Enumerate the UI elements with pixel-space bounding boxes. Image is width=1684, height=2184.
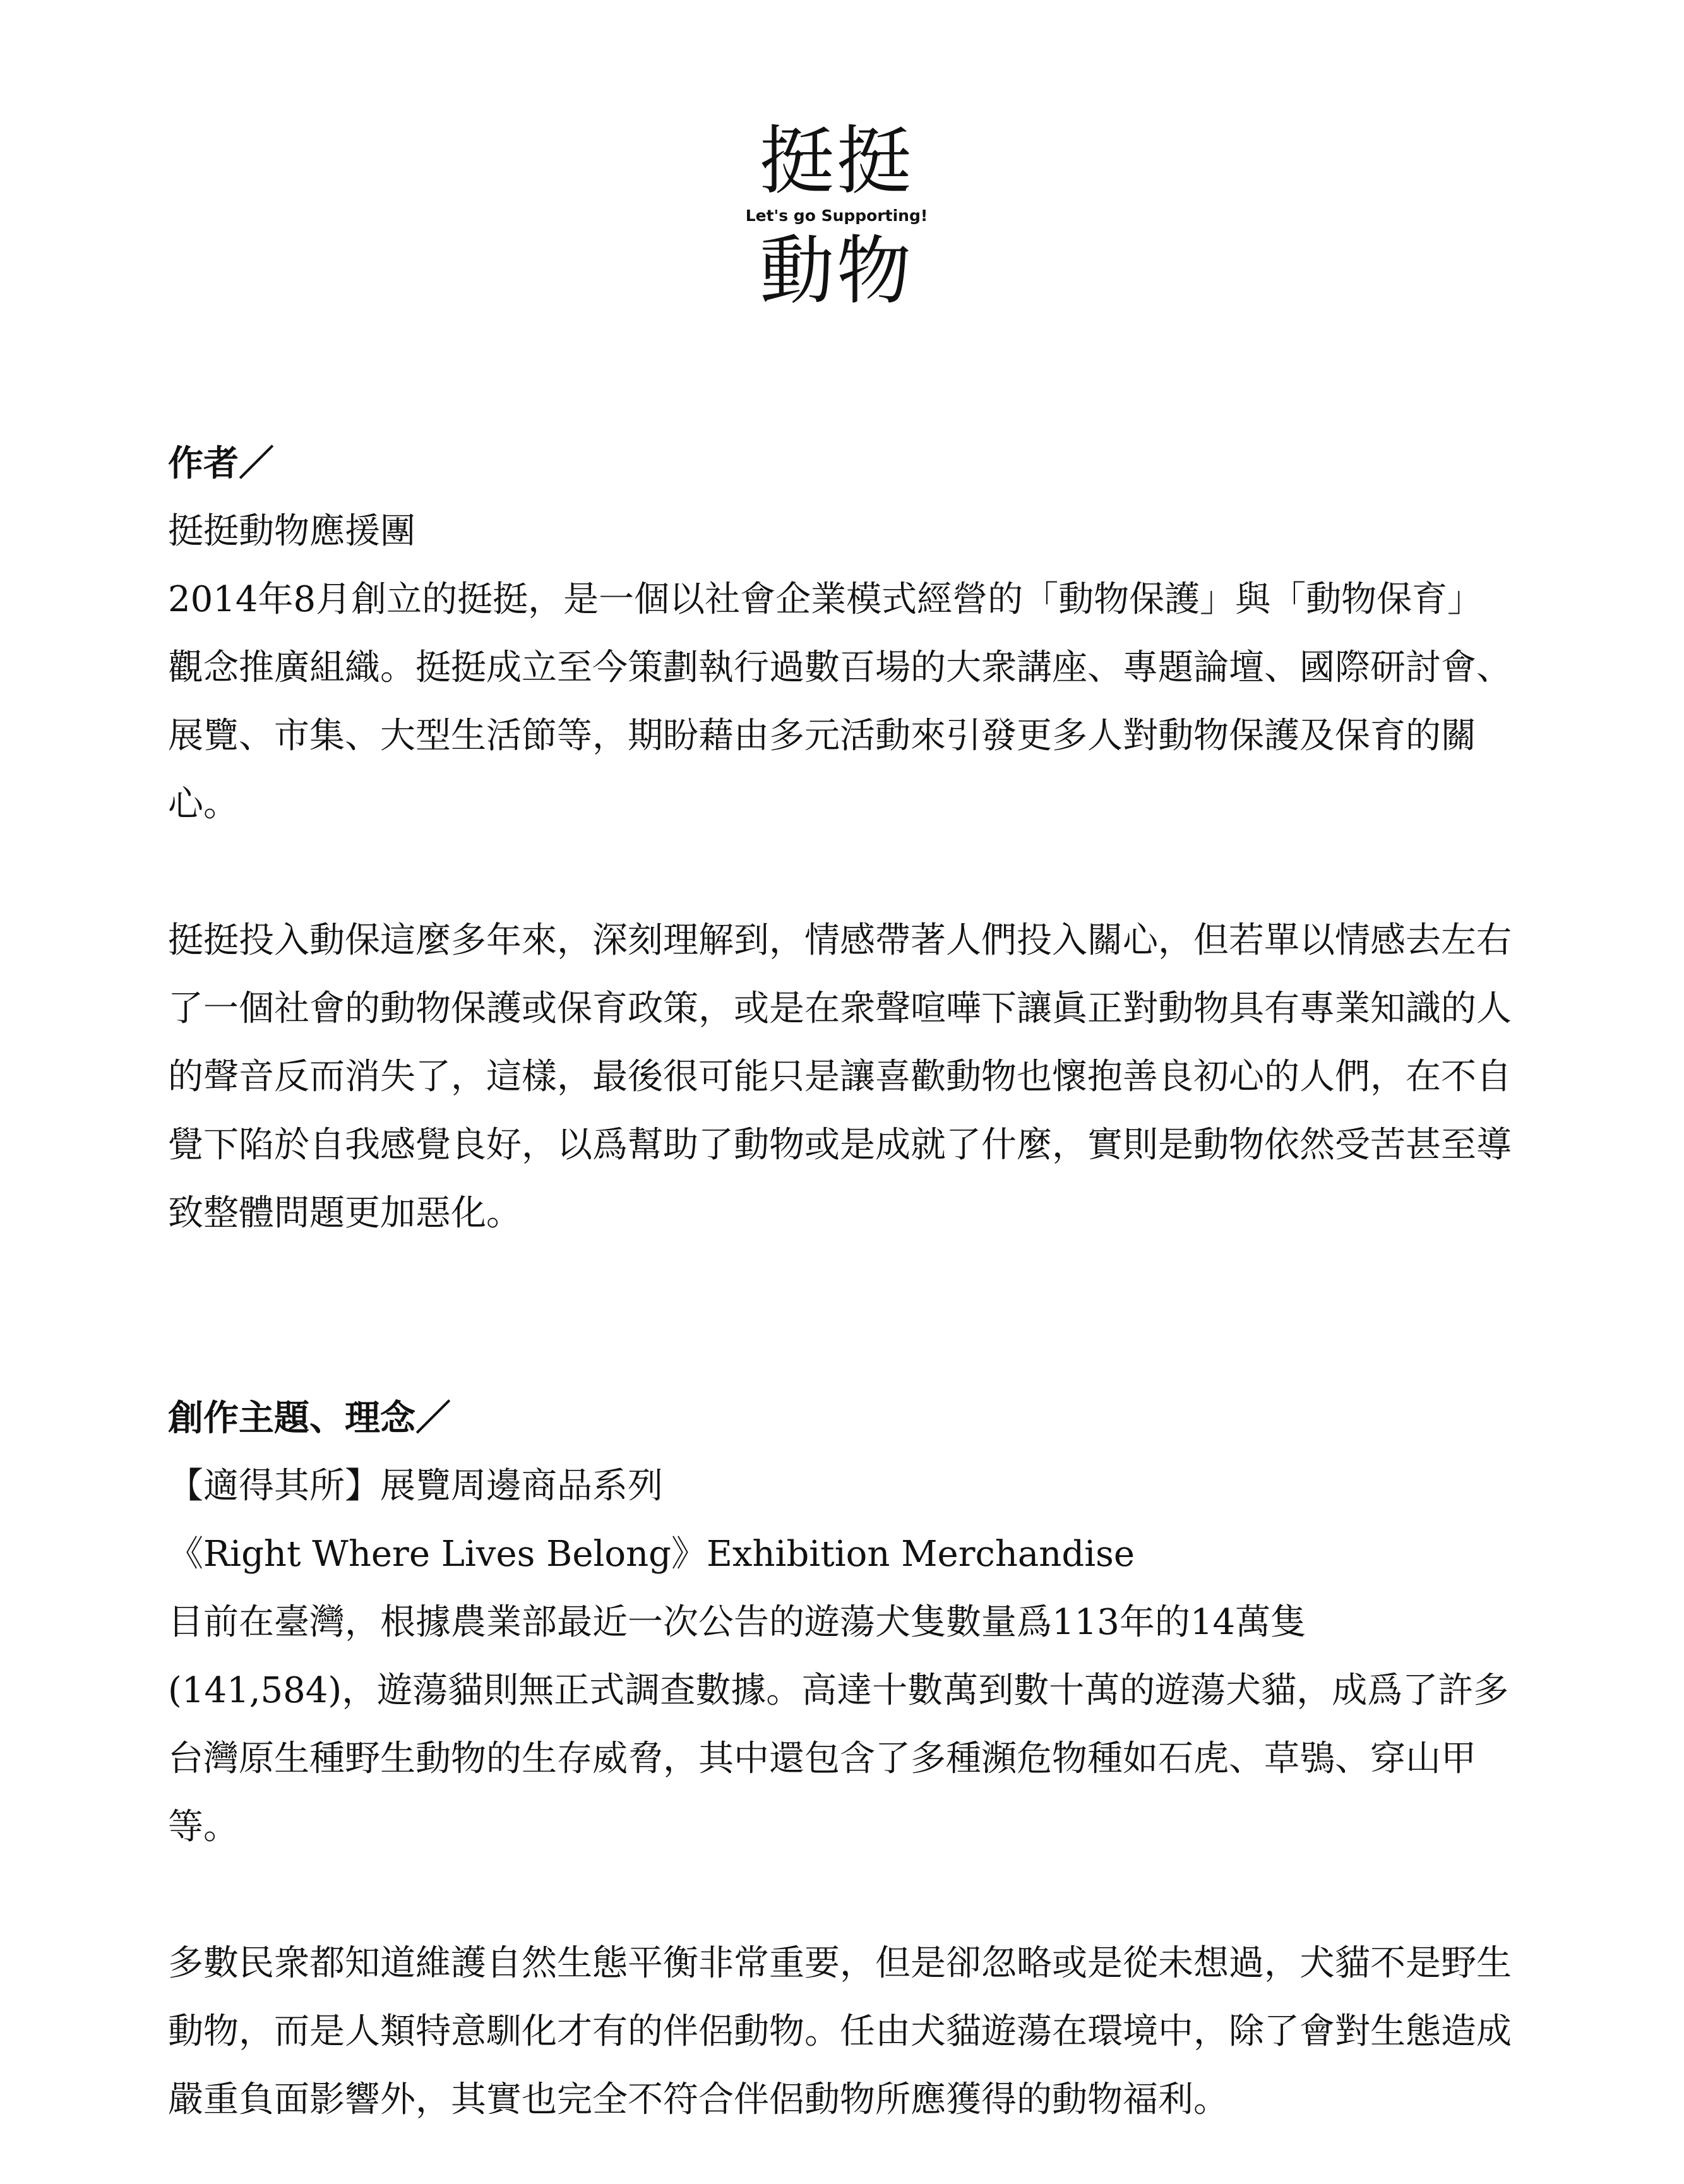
theme-paragraph-2: 多數民衆都知道維護自然生態平衡非常重要，但是卻忽略或是從未想過，犬貓不是野生動物，而是人類特意馴化才有的伴侶動物。任由犬貓遊蕩在環境中，除了會對生態造成嚴重負面影響外，其實也完全不符合伴侶動物所應獲得的動物福利。 bbox=[168, 1943, 1512, 2120]
logo-line-2: 動物 bbox=[759, 227, 914, 314]
logo bbox=[742, 117, 931, 347]
logo-line-1: 挺挺 bbox=[759, 117, 914, 205]
author-reflection: 挺挺投入動保這麼多年來，深刻理解到，情感帶著人們投入關心，但若單以情感去左右了一個社會的動物保護或保育政策，或是在衆聲喧嘩下讓眞正對動物具有專業知識的人的聲音反而消失了，這樣，最後很可能只是讓喜歡動物也懷抱善良初心的人們，在不自覺下陷於自我感覺良好，以爲幫助了動物或是成就了什麼，實則是動物依然受苦甚至導致整體問題更加惡化。 bbox=[168, 920, 1512, 1234]
section-gap bbox=[168, 1248, 1513, 1384]
author-heading: 作者／ bbox=[168, 443, 274, 484]
author-intro: 2014年8月創立的挺挺，是一個以社會企業模式經營的「動物保護」與「動物保育」觀念推廣組織。挺挺成立至今策劃執行過數百場的大衆講座、專題論壇、國際研討會、展覽、市集、大型生活節等，期盼藉由多元活動來引發更多人對動物保護及保育的關心。 bbox=[168, 579, 1512, 825]
paragraph-gap bbox=[168, 1861, 1513, 1930]
author-section bbox=[168, 429, 1513, 1248]
document-body bbox=[168, 429, 1513, 2134]
logo-subtitle: Let's go Supporting! bbox=[745, 206, 928, 225]
theme-paragraph-1: 目前在臺灣，根據農業部最近一次公告的遊蕩犬隻數量爲113年的14萬隻(141,584)，遊蕩貓則無正式調查數據。高達十數萬到數十萬的遊蕩犬貓，成爲了許多台灣原生種野生動物的生存威脅，其中還包含了多種瀕危物種如石虎、草鴞、穿山甲等。 bbox=[168, 1602, 1509, 1847]
theme-heading: 創作主題、理念／ bbox=[168, 1397, 451, 1439]
theme-title-zh: 【適得其所】展覽周邊商品系列 bbox=[168, 1465, 663, 1507]
paragraph-gap bbox=[168, 838, 1513, 907]
theme-section bbox=[168, 1384, 1513, 2134]
theme-title-en: 《Right Where Lives Belong》Exhibition Merchandise bbox=[168, 1534, 1135, 1575]
author-name: 挺挺動物應援團 bbox=[168, 511, 415, 552]
